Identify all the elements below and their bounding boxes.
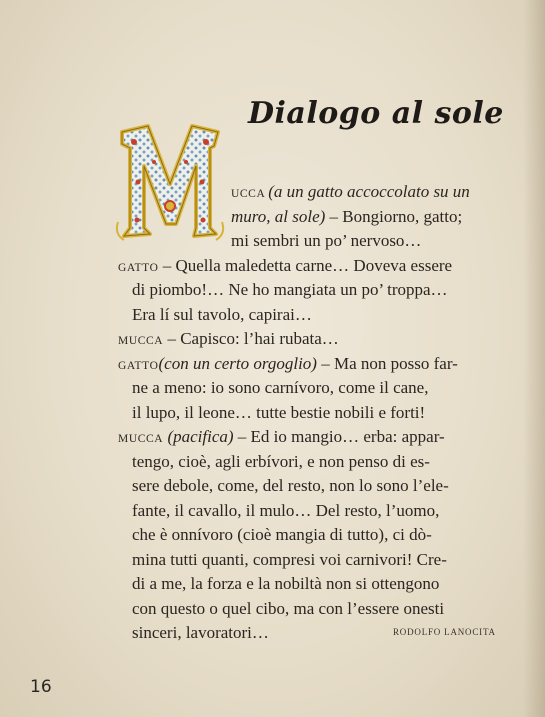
dialogue-segment: – Bongiorno, gatto; <box>325 206 463 226</box>
dialogue-line <box>118 205 498 230</box>
dialogue-text <box>118 180 498 646</box>
page-edge-shadow <box>523 0 545 717</box>
author-signature: RODOLFO LANOCITA <box>393 627 496 637</box>
page-number: 16 <box>30 677 52 697</box>
dialogue-segment: – Ed io mangio… erba: appar- <box>233 427 445 446</box>
dialogue-segment: che è onnívoro (cioè mangia di tutto), ci dò- <box>132 525 432 544</box>
dialogue-line <box>118 229 498 254</box>
dialogue-line <box>118 523 498 548</box>
dialogue-line <box>118 278 498 303</box>
dialogue-line <box>118 474 498 499</box>
stage-direction: (a un gatto accoccolato su un <box>268 182 470 201</box>
dialogue-line <box>118 572 498 597</box>
dialogue-line <box>118 401 498 426</box>
dialogue-segment: – Quella maledetta carne… Doveva essere <box>158 255 453 275</box>
speaker-name: GATTO <box>118 359 159 372</box>
dialogue-segment: tengo, cioè, agli erbívori, e non penso di es- <box>132 451 430 471</box>
dialogue-segment: ne a meno: io sono carnívoro, come il cane, <box>132 378 429 397</box>
stage-direction: (pacifica) <box>163 427 234 446</box>
dialogue-segment: sere debole, come, del resto, non lo sono l’ele- <box>132 476 449 495</box>
dialogue-line <box>118 254 498 279</box>
speaker-name: GATTO <box>118 261 159 274</box>
dialogue-segment: mina tutti quanti, compresi voi carnivori! Cre- <box>132 549 447 569</box>
dialogue-segment: con questo o quel cibo, ma con l’essere onesti <box>132 598 445 618</box>
dialogue-line <box>118 425 498 450</box>
dialogue-line <box>118 180 498 205</box>
dialogue-segment: – Ma non posso far- <box>316 353 458 373</box>
dialogue-segment: fante, il cavallo, il mulo… Del resto, l’uomo, <box>132 500 440 520</box>
dialogue-segment: il lupo, il leone… tutte bestie nobili e forti! <box>132 402 426 422</box>
speaker-name: MUCCA <box>118 433 164 445</box>
dialogue-line <box>118 376 498 401</box>
dialogue-line <box>118 548 498 573</box>
dialogue-segment: di piombo!… Ne ho mangiata un po’ troppa… <box>132 280 448 299</box>
dialogue-line <box>118 450 498 475</box>
dialogue-line <box>118 327 498 352</box>
speaker-name: MUCCA <box>118 335 164 347</box>
speaker-name: UCCA <box>231 188 269 200</box>
stage-direction: (con un certo orgoglio) <box>158 353 317 373</box>
dialogue-line <box>118 499 498 524</box>
dialogue-line <box>118 597 498 622</box>
page-title: Dialogo al sole <box>248 96 504 131</box>
dialogue-segment: sinceri, lavoratori… <box>132 623 269 642</box>
dialogue-segment: di a me, la forza e la nobiltà non si ottengono <box>132 574 440 593</box>
dialogue-segment: – Capisco: l’hai rubata… <box>163 329 339 348</box>
stage-direction: muro, al sole) <box>231 206 326 226</box>
dialogue-segment: Era lí sul tavolo, capirai… <box>132 304 312 324</box>
dialogue-line <box>118 303 498 328</box>
dialogue-line <box>118 352 498 377</box>
dialogue-segment: mi sembri un po’ nervoso… <box>231 231 422 250</box>
